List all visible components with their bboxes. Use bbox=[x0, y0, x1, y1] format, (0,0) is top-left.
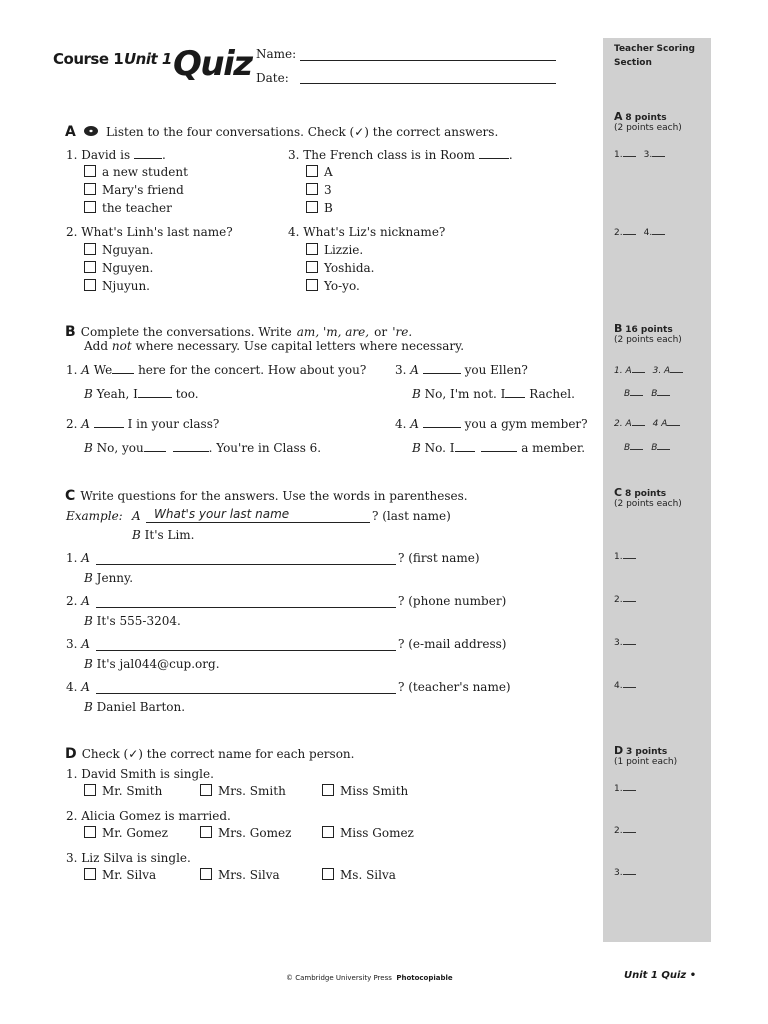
checkbox[interactable] bbox=[306, 243, 318, 255]
checkbox[interactable] bbox=[306, 165, 318, 177]
course-label: Course 1 bbox=[53, 50, 124, 68]
b-q4-blank-3[interactable] bbox=[481, 451, 517, 452]
name-field[interactable] bbox=[300, 60, 556, 61]
checkbox[interactable] bbox=[84, 243, 96, 255]
c-example-b: B It's Lim. bbox=[132, 528, 195, 542]
scoring-title-line1: Teacher Scoring bbox=[614, 44, 695, 54]
b-q1-blank-1[interactable] bbox=[112, 373, 134, 374]
checkbox[interactable] bbox=[84, 183, 96, 195]
checkbox[interactable] bbox=[306, 279, 318, 291]
c-example-line bbox=[146, 522, 370, 523]
checkbox[interactable] bbox=[84, 279, 96, 291]
scoring-a-each: (2 points each) bbox=[614, 123, 682, 133]
checkbox[interactable] bbox=[84, 201, 96, 213]
unit-label: Unit 1 bbox=[124, 50, 172, 68]
section-d-letter: D bbox=[65, 746, 77, 762]
c-item-4-hint: ? (teacher's name) bbox=[398, 680, 511, 694]
checkbox[interactable] bbox=[322, 826, 334, 838]
scoring-a-header: A 8 points bbox=[614, 110, 667, 123]
scoring-c-3: 3. bbox=[614, 638, 644, 648]
scoring-b-row1a: 1. A 3. A bbox=[614, 366, 691, 376]
scoring-b-header: B 16 points bbox=[614, 322, 673, 335]
c-item-1-b: B Jenny. bbox=[84, 571, 134, 585]
c-item-3-num: 3. A bbox=[66, 637, 90, 651]
scoring-c-each: (2 points each) bbox=[614, 499, 682, 509]
checkbox[interactable] bbox=[200, 868, 212, 880]
a-q1-option-2[interactable]: Mary's friend bbox=[84, 183, 184, 197]
c-item-4-num: 4. A bbox=[66, 680, 90, 694]
d-item-2-option-1[interactable]: Mr. Gomez bbox=[84, 826, 168, 840]
scoring-d-2: 2. bbox=[614, 826, 644, 836]
d-item-2: 2. Alicia Gomez is married. bbox=[66, 809, 231, 823]
c-item-1-num: 1. A bbox=[66, 551, 90, 565]
scoring-d-1: 1. bbox=[614, 784, 644, 794]
b-q2-blank-3[interactable] bbox=[173, 451, 209, 452]
c-item-2-b: B It's 555-3204. bbox=[84, 614, 181, 628]
d-item-2-option-2[interactable]: Mrs. Gomez bbox=[200, 826, 291, 840]
checkbox[interactable] bbox=[84, 784, 96, 796]
b-q2-blank-1[interactable] bbox=[94, 427, 124, 428]
a-q3-option-1[interactable]: A bbox=[306, 165, 333, 179]
footer-copyright: © Cambridge University Press Photocopiable bbox=[286, 974, 453, 982]
d-item-3-option-3[interactable]: Ms. Silva bbox=[322, 868, 396, 882]
checkbox[interactable] bbox=[306, 201, 318, 213]
scoring-title-line2: Section bbox=[614, 58, 652, 68]
c-example-hint: ? (last name) bbox=[372, 509, 451, 523]
c-example-a: A bbox=[132, 509, 141, 523]
name-label: Name: bbox=[256, 47, 297, 61]
scoring-d-3: 3. bbox=[614, 868, 644, 878]
b-q3-b: B No, I'm not. I Rachel. bbox=[412, 387, 575, 401]
date-label: Date: bbox=[256, 71, 289, 85]
c-example-label: Example: bbox=[66, 509, 123, 523]
b-q3-blank-2[interactable] bbox=[505, 397, 525, 398]
d-item-1-option-3[interactable]: Miss Smith bbox=[322, 784, 408, 798]
d-item-1: 1. David Smith is single. bbox=[66, 767, 214, 781]
scoring-a-row1: 1. 3. bbox=[614, 150, 673, 160]
section-b-letter: B bbox=[65, 324, 76, 340]
scoring-d-each: (1 point each) bbox=[614, 757, 678, 767]
a-q3-option-2[interactable]: 3 bbox=[306, 183, 332, 197]
scoring-b-each: (2 points each) bbox=[614, 335, 682, 345]
c-item-3-answer-line[interactable] bbox=[96, 650, 396, 651]
c-item-3-hint: ? (e-mail address) bbox=[398, 637, 507, 651]
a-q4-option-1[interactable]: Lizzie. bbox=[306, 243, 363, 257]
b-q4-a: 4. A you a gym member? bbox=[395, 417, 588, 431]
a-q2-option-1[interactable]: Nguyan. bbox=[84, 243, 153, 257]
b-q1-b: B Yeah, I too. bbox=[84, 387, 199, 401]
section-a-heading bbox=[65, 121, 498, 140]
a-q1-option-1[interactable]: a new student bbox=[84, 165, 188, 179]
a-q1: 1. David is . bbox=[66, 148, 166, 162]
section-d-heading: D Check (✓) the correct name for each person. bbox=[65, 746, 355, 762]
a-q2-option-2[interactable]: Nguyen. bbox=[84, 261, 153, 275]
a-q4-option-3[interactable]: Yo-yo. bbox=[306, 279, 360, 293]
c-item-2-answer-line[interactable] bbox=[96, 607, 396, 608]
a-q2: 2. What's Linh's last name? bbox=[66, 225, 233, 239]
checkbox[interactable] bbox=[200, 784, 212, 796]
a-q1-option-3[interactable]: the teacher bbox=[84, 201, 172, 215]
checkbox[interactable] bbox=[84, 261, 96, 273]
b-q4-blank-1[interactable] bbox=[423, 427, 461, 428]
c-item-4-answer-line[interactable] bbox=[96, 693, 396, 694]
scoring-d-header: D 3 points bbox=[614, 744, 668, 757]
section-b-heading: B Complete the conversations. Write am, 'm, are, or 're. bbox=[65, 324, 413, 340]
section-c-heading: C Write questions for the answers. Use the words in parentheses. bbox=[65, 488, 468, 504]
a-q4: 4. What's Liz's nickname? bbox=[288, 225, 446, 239]
checkbox[interactable] bbox=[200, 826, 212, 838]
checkbox[interactable] bbox=[84, 826, 96, 838]
section-b-instruction-2: Add not where necessary. Use capital letters where necessary. bbox=[84, 339, 465, 353]
scoring-c-4: 4. bbox=[614, 681, 644, 691]
b-q2-a: 2. A I in your class? bbox=[66, 417, 220, 431]
scoring-b-row2a: 2. A 4 A bbox=[614, 419, 688, 429]
section-a-letter: A bbox=[65, 124, 76, 140]
scoring-a-row2: 2. 4. bbox=[614, 228, 673, 238]
c-item-2-num: 2. A bbox=[66, 594, 90, 608]
section-c-letter: C bbox=[65, 488, 76, 504]
c-item-3-b: B It's jal044@cup.org. bbox=[84, 657, 220, 671]
b-q4-b: B No. I a member. bbox=[412, 441, 586, 455]
d-item-3-option-2[interactable]: Mrs. Silva bbox=[200, 868, 280, 882]
checkbox[interactable] bbox=[84, 165, 96, 177]
scoring-b-row1b: B B bbox=[624, 389, 678, 399]
b-q1-a: 1. A We here for the concert. How about you? bbox=[66, 363, 367, 377]
audio-cd-icon bbox=[83, 125, 99, 137]
scoring-b-row2b: B B bbox=[624, 443, 678, 453]
a-q4-option-2[interactable]: Yoshida. bbox=[306, 261, 374, 275]
b-q4-blank-2[interactable] bbox=[455, 451, 475, 452]
d-item-3: 3. Liz Silva is single. bbox=[66, 851, 191, 865]
scoring-c-2: 2. bbox=[614, 595, 644, 605]
d-item-2-option-3[interactable]: Miss Gomez bbox=[322, 826, 414, 840]
checkbox[interactable] bbox=[306, 261, 318, 273]
scoring-c-1: 1. bbox=[614, 552, 644, 562]
d-item-1-option-1[interactable]: Mr. Smith bbox=[84, 784, 162, 798]
b-q3-blank-1[interactable] bbox=[423, 373, 461, 374]
section-a-instruction: Listen to the four conversations. Check (✓) the correct answers. bbox=[106, 125, 499, 139]
b-q1-blank-2[interactable] bbox=[138, 397, 172, 398]
b-q3-a: 3. A you Ellen? bbox=[395, 363, 528, 377]
checkbox[interactable] bbox=[322, 784, 334, 796]
checkbox[interactable] bbox=[84, 868, 96, 880]
c-item-1-hint: ? (first name) bbox=[398, 551, 480, 565]
a-q3-option-3[interactable]: B bbox=[306, 201, 333, 215]
quiz-title: Quiz bbox=[173, 44, 252, 84]
b-q2-blank-2[interactable] bbox=[144, 451, 166, 452]
a-q2-option-3[interactable]: Njuyun. bbox=[84, 279, 150, 293]
a-q3: 3. The French class is in Room . bbox=[288, 148, 513, 162]
b-q2-b: B No, you . You're in Class 6. bbox=[84, 441, 322, 455]
c-item-1-answer-line[interactable] bbox=[96, 564, 396, 565]
c-item-4-b: B Daniel Barton. bbox=[84, 700, 186, 714]
d-item-1-option-2[interactable]: Mrs. Smith bbox=[200, 784, 286, 798]
d-item-3-option-1[interactable]: Mr. Silva bbox=[84, 868, 156, 882]
checkbox[interactable] bbox=[322, 868, 334, 880]
c-item-2-hint: ? (phone number) bbox=[398, 594, 507, 608]
scoring-c-header: C 8 points bbox=[614, 486, 667, 499]
checkbox[interactable] bbox=[306, 183, 318, 195]
footer-page-label: Unit 1 Quiz • bbox=[624, 970, 697, 981]
c-example-answer: What's your last name bbox=[154, 507, 290, 521]
date-field[interactable] bbox=[300, 83, 556, 84]
